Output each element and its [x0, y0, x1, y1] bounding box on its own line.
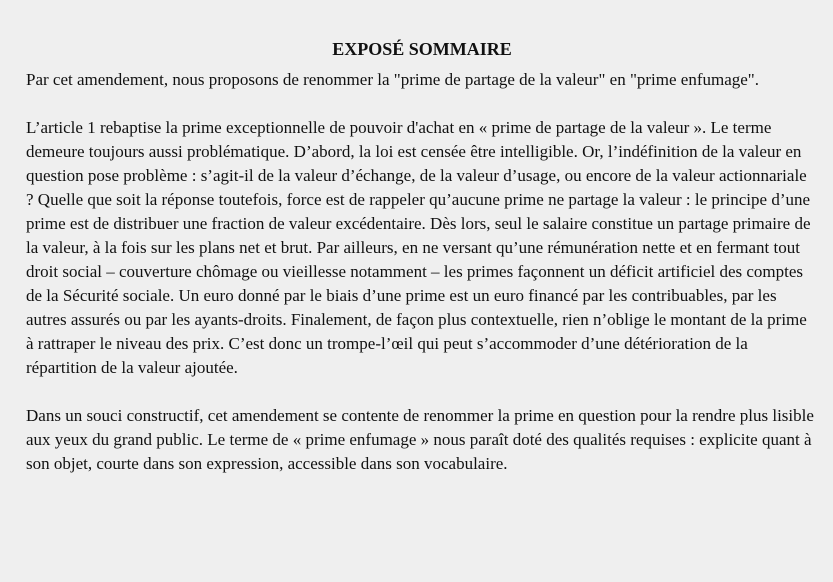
document-title: EXPOSÉ SOMMAIRE — [332, 39, 512, 59]
paragraph-argument: L’article 1 rebaptise la prime exceptionnelle de pouvoir d'achat en « prime de partage de la valeur ». Le terme demeure toujours aussi problématique. D’abord, la loi est censée être intelligible. Or, l’indéfinition de la valeur en question pose problème : s’agit-il de la valeur d’échange, de la valeur d’usage, ou encore de la valeur actionnariale ? Quelle que soit la réponse toutefois, force est de rappeler qu’aucune prime ne partage la valeur : le principe d’une prime est de distribuer une fraction de valeur excédentaire. Dès lors, seul le salaire constitue un partage primaire de la valeur, à la fois sur les plans net et brut. Par ailleurs, en ne versant qu’une rémunération nette et en fermant tout droit social – couverture chômage ou vieillesse notamment – les primes façonnent un déficit artificiel des comptes de la Sécurité sociale. Un euro donné par le biais d’une prime est un euro financé par les contribuables, par les autres assurés ou par les ayants-droits. Finalement, de façon plus contextuelle, rien n’oblige le montant de la prime à rattraper le niveau des prix. C’est donc un trompe-l’œil qui peut s’accommoder d’une détérioration de la répartition de la valeur ajoutée. — [26, 118, 811, 377]
paragraph-intro: Par cet amendement, nous proposons de renommer la "prime de partage de la valeur" en "prime enfumage". — [26, 70, 759, 89]
paragraph-conclusion: Dans un souci constructif, cet amendement se contente de renommer la prime en question pour la rendre plus lisible aux yeux du grand public. Le terme de « prime enfumage » nous paraît doté des qualités requises : explicite quant à son objet, courte dans son expression, accessible dans son vocabulaire. — [26, 406, 814, 473]
